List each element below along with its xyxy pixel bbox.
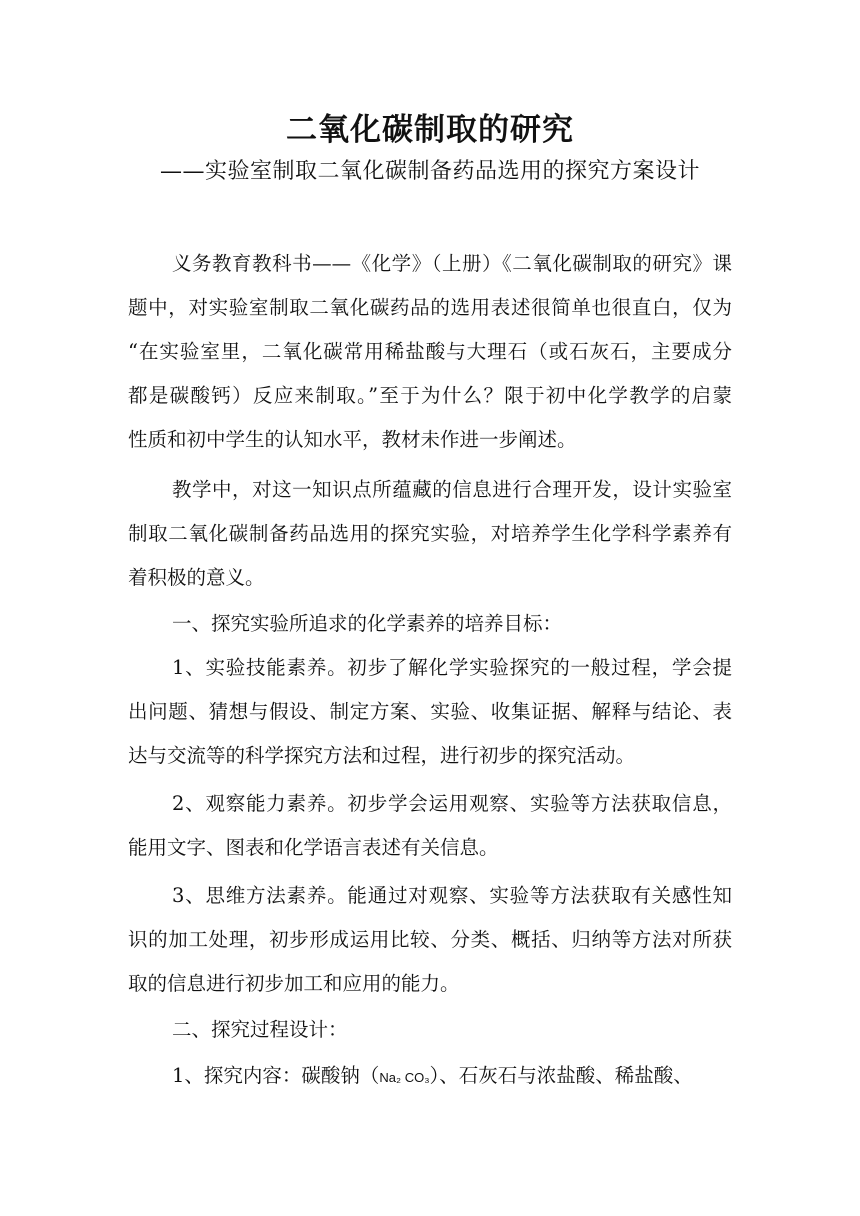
paragraph-line: 能用文字、图表和化学语言表述有关信息。 [128, 836, 499, 859]
paragraph-line: 都是碳酸钙）反应来制取。”至于为什么？限于初中化学教学的启蒙 [128, 384, 732, 407]
paragraph-line [172, 1061, 732, 1091]
paragraph-line: 取的信息进行初步加工和应用的能力。 [128, 972, 460, 995]
paragraph-line: 制取二氧化碳制备药品选用的探究实验，对培养学生化学科学素养有 [128, 522, 732, 545]
section-heading: 二、探究过程设计： [172, 1018, 348, 1041]
paragraph-line: 教学中，对这一知识点所蕴藏的信息进行合理开发，设计实验室 [172, 478, 732, 501]
paragraph-line: “在实验室里，二氧化碳常用稀盐酸与大理石（或石灰石，主要成分 [128, 340, 732, 363]
paragraph-line: 性质和初中学生的认知水平，教材未作进一步阐述。 [128, 428, 577, 451]
document-title: 二氧化碳制取的研究 [286, 112, 574, 148]
paragraph-line: 出问题、猜想与假设、制定方案、实验、收集证据、解释与结论、表 [128, 700, 732, 723]
line-prefix: 1、探究内容：碳酸钠（ [172, 1064, 380, 1087]
chemical-formula: Na₂ CO₃ [379, 1070, 430, 1085]
paragraph-line: 着积极的意义。 [128, 566, 265, 589]
line-suffix: ）、石灰石与浓盐酸、稀盐酸、 [429, 1064, 693, 1087]
section-heading: 一、探究实验所追求的化学素养的培养目标： [172, 612, 563, 635]
paragraph-line: 识的加工处理，初步形成运用比较、分类、概括、归纳等方法对所获 [128, 928, 732, 951]
paragraph-line: 2、观察能力素养。初步学会运用观察、实验等方法获取信息， [172, 792, 732, 815]
document-subtitle: ——实验室制取二氧化碳制备药品选用的探究方案设计 [159, 159, 700, 184]
paragraph-line: 义务教育教科书——《化学》（上册）《二氧化碳制取的研究》课 [172, 252, 732, 275]
paragraph-line: 3、思维方法素养。能通过对观察、实验等方法获取有关感性知 [172, 884, 732, 907]
paragraph-line: 达与交流等的科学探究方法和过程，进行初步的探究活动。 [128, 744, 636, 767]
paragraph-line: 题中，对实验室制取二氧化碳药品的选用表述很简单也很直白，仅为 [128, 296, 732, 319]
paragraph-line: 1、实验技能素养。初步了解化学实验探究的一般过程，学会提 [172, 656, 732, 679]
